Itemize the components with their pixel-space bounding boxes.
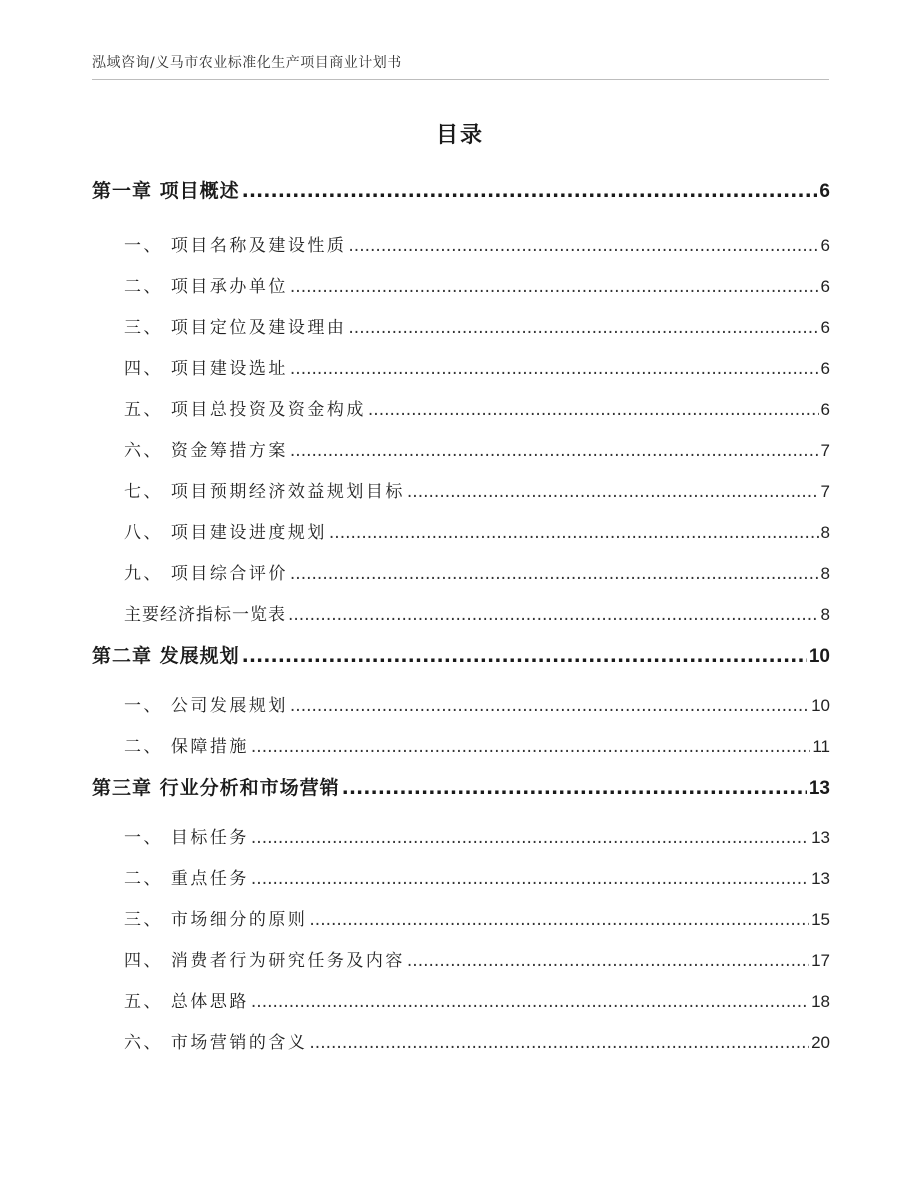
toc-page-number: 15 <box>811 910 830 929</box>
toc-dot-leader <box>251 869 809 889</box>
toc-page-number: 6 <box>820 236 830 255</box>
toc-entry-label: 二、 项目承办单位 <box>124 277 288 297</box>
toc-page-number: 8 <box>820 564 830 583</box>
toc-section-entry[interactable] <box>92 864 830 905</box>
toc-section-entry[interactable] <box>92 600 830 641</box>
toc-dot-leader <box>348 318 818 338</box>
toc-dot-leader <box>407 951 809 971</box>
toc-entry-label: 一、 公司发展规划 <box>124 696 288 716</box>
toc-dot-leader <box>242 645 807 667</box>
toc-page-number: 17 <box>811 951 830 970</box>
toc-section-entry[interactable] <box>92 354 830 395</box>
toc-entry-label: 四、 项目建设选址 <box>124 359 288 379</box>
toc-dot-leader <box>290 564 819 584</box>
toc-page-number: 13 <box>811 828 830 847</box>
toc-entry-label: 五、 总体思路 <box>124 992 249 1012</box>
toc-section-entry[interactable] <box>92 691 830 732</box>
toc-section-entry[interactable] <box>92 313 830 354</box>
toc-section-entry[interactable] <box>92 905 830 946</box>
toc-page-number: 10 <box>811 696 830 715</box>
page-title: 目录 <box>435 123 484 148</box>
toc-section-entry[interactable] <box>92 1028 830 1069</box>
toc-dot-leader <box>290 441 819 461</box>
toc-section-entry[interactable] <box>92 559 830 600</box>
toc-entry-label: 主要经济指标一览表 <box>124 605 286 625</box>
toc-entry-label: 五、 项目总投资及资金构成 <box>124 400 366 420</box>
toc-page-number: 6 <box>820 359 830 378</box>
toc-section-entry[interactable] <box>92 987 830 1028</box>
toc-entry-label: 三、 市场细分的原则 <box>124 910 308 930</box>
toc-dot-leader <box>348 236 818 256</box>
toc-section-entry[interactable] <box>92 436 830 477</box>
toc-dot-leader <box>368 400 819 420</box>
toc-page-number: 20 <box>811 1033 830 1052</box>
toc-page-number: 10 <box>808 646 830 667</box>
header-divider <box>92 79 829 80</box>
toc-section-entry[interactable] <box>92 946 830 987</box>
toc-entry-label: 第一章 项目概述 <box>92 180 240 202</box>
toc-page-number: 6 <box>820 400 830 419</box>
toc-page-number: 6 <box>819 181 830 202</box>
running-header: 泓域咨询/义马市农业标准化生产项目商业计划书 <box>92 55 402 71</box>
toc-dot-leader <box>309 1033 809 1053</box>
toc-dot-leader <box>251 737 810 757</box>
toc-page-number: 6 <box>820 277 830 296</box>
toc-page-number: 8 <box>820 523 830 542</box>
toc-entry-label: 四、 消费者行为研究任务及内容 <box>124 951 405 971</box>
toc-section-entry[interactable] <box>92 823 830 864</box>
toc-page-number: 6 <box>820 318 830 337</box>
toc-page-number: 13 <box>811 869 830 888</box>
toc-page-number: 7 <box>820 441 830 460</box>
toc-dot-leader <box>309 910 809 930</box>
toc-entry-label: 二、 重点任务 <box>124 869 249 889</box>
toc-entry-label: 八、 项目建设进度规划 <box>124 523 327 543</box>
toc-dot-leader <box>251 828 809 848</box>
toc-entry-label: 一、 目标任务 <box>124 828 249 848</box>
toc-page-number: 7 <box>820 482 830 501</box>
toc-dot-leader <box>290 277 819 297</box>
toc-chapter-entry[interactable] <box>92 773 830 823</box>
toc-page-number: 13 <box>808 778 830 799</box>
toc-entry-label: 九、 项目综合评价 <box>124 564 288 584</box>
toc-dot-leader <box>290 359 819 379</box>
toc-dot-leader <box>290 696 809 716</box>
toc-chapter-entry[interactable] <box>92 176 830 231</box>
toc-dot-leader <box>342 777 807 799</box>
toc-section-entry[interactable] <box>92 395 830 436</box>
toc-entry-label: 第三章 行业分析和市场营销 <box>92 777 340 799</box>
toc-section-entry[interactable] <box>92 272 830 313</box>
toc-dot-leader <box>329 523 819 543</box>
table-of-contents <box>92 176 830 1069</box>
toc-entry-label: 二、 保障措施 <box>124 737 249 757</box>
toc-page-number: 8 <box>820 605 830 624</box>
toc-entry-label: 六、 资金筹措方案 <box>124 441 288 461</box>
toc-dot-leader <box>242 180 818 202</box>
toc-entry-label: 六、 市场营销的含义 <box>124 1033 308 1053</box>
toc-dot-leader <box>251 992 809 1012</box>
toc-section-entry[interactable] <box>92 477 830 518</box>
toc-entry-label: 第二章 发展规划 <box>92 645 240 667</box>
toc-entry-label: 七、 项目预期经济效益规划目标 <box>124 482 405 502</box>
toc-dot-leader <box>288 605 819 625</box>
toc-section-entry[interactable] <box>92 231 830 272</box>
toc-section-entry[interactable] <box>92 518 830 559</box>
toc-chapter-entry[interactable] <box>92 641 830 691</box>
toc-page-number: 18 <box>811 992 830 1011</box>
toc-entry-label: 一、 项目名称及建设性质 <box>124 236 347 256</box>
toc-page-number: 11 <box>812 737 830 756</box>
toc-dot-leader <box>407 482 819 502</box>
toc-section-entry[interactable] <box>92 732 830 773</box>
toc-entry-label: 三、 项目定位及建设理由 <box>124 318 347 338</box>
